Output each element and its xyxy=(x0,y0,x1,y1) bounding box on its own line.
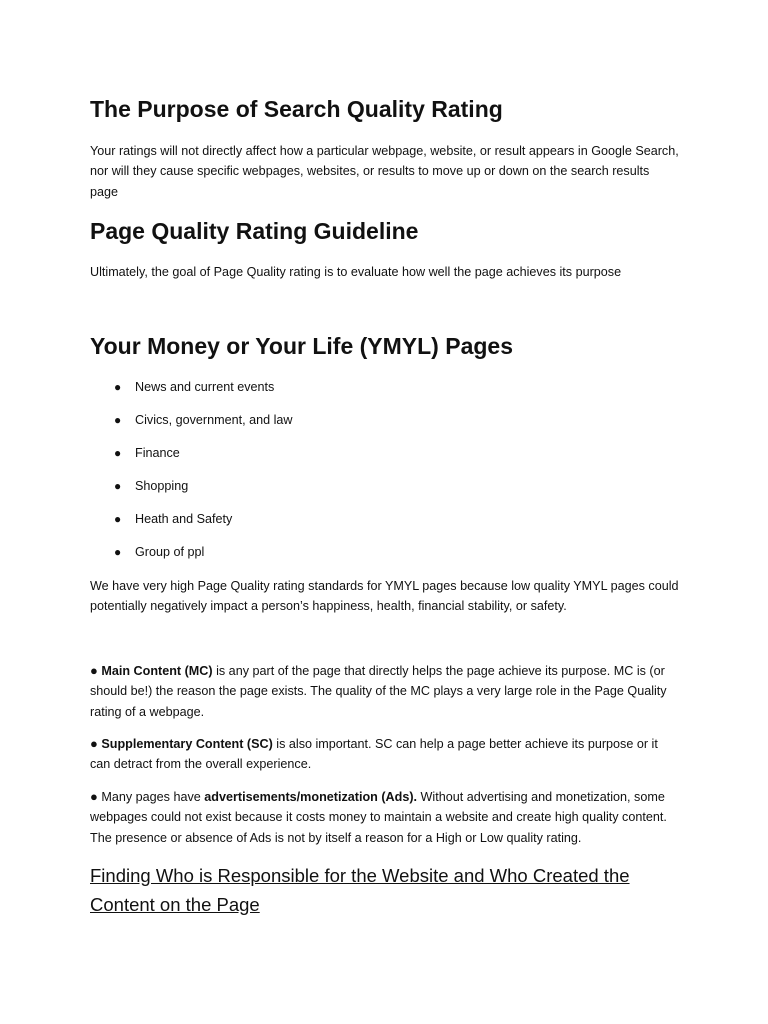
list-item xyxy=(90,542,293,575)
list-item-label: News and current events xyxy=(135,380,275,394)
ads-text: Without advertising and monetization, some webpages could not exist because it costs money to maintain a website and create high quality content. The presence or absence of Ads is not by itself a reason for a High or Low quality rating. xyxy=(90,790,667,845)
main-content-term: Main Content (MC) xyxy=(101,664,213,678)
list-item xyxy=(90,476,293,509)
main-content-text: is any part of the page that directly helps the page achieve its purpose. MC is (or should be!) the reason the page exists. The quality of the MC plays a very large role in the Page Quality rating of a webpage. xyxy=(90,664,667,719)
bullet-icon: ● xyxy=(90,789,98,804)
ymyl-list xyxy=(90,377,293,575)
list-item-label: Finance xyxy=(135,446,180,460)
bullet-icon: ● xyxy=(114,380,122,394)
ads-intro: Many pages have xyxy=(97,790,205,804)
list-item-label: Civics, government, and law xyxy=(135,413,293,427)
page-quality-heading: Page Quality Rating Guideline xyxy=(90,218,419,244)
list-item xyxy=(90,410,293,443)
supplementary-content-text: is also important. SC can help a page better achieve its purpose or it can detract from the overall experience. xyxy=(90,737,658,772)
list-item-label: Shopping xyxy=(135,479,189,493)
bullet-icon: ● xyxy=(114,446,122,460)
ymyl-heading: Your Money or Your Life (YMYL) Pages xyxy=(90,333,513,359)
ads-paragraph xyxy=(90,787,680,848)
purpose-heading: The Purpose of Search Quality Rating xyxy=(90,96,503,122)
bullet-icon: ● xyxy=(90,736,98,751)
bullet-icon: ● xyxy=(114,545,122,559)
list-item-label: Heath and Safety xyxy=(135,512,233,526)
bullet-icon: ● xyxy=(114,512,122,526)
bullet-icon: ● xyxy=(114,413,122,427)
ads-term: advertisements/monetization (Ads). xyxy=(204,790,418,804)
ymyl-paragraph: We have very high Page Quality rating standards for YMYL pages because low quality YMYL pages could potentially negatively impact a person’s happiness, health, financial stability, or safety. xyxy=(90,579,679,614)
bullet-icon: ● xyxy=(90,663,98,678)
list-item xyxy=(90,443,293,476)
list-item xyxy=(90,377,293,410)
supplementary-content-paragraph xyxy=(90,734,680,775)
bullet-icon: ● xyxy=(114,479,122,493)
purpose-paragraph: Your ratings will not directly affect how a particular webpage, website, or result appears in Google Search, nor will they cause specific webpages, websites, or results to move up or down on the search results page xyxy=(90,144,679,199)
page-quality-paragraph: Ultimately, the goal of Page Quality rating is to evaluate how well the page achieves its purpose xyxy=(90,265,622,279)
list-item xyxy=(90,509,293,542)
main-content-paragraph xyxy=(90,661,680,722)
supplementary-content-term: Supplementary Content (SC) xyxy=(101,737,273,751)
finding-responsible-heading: Finding Who is Responsible for the Website and Who Created the Content on the Page xyxy=(90,865,630,915)
list-item-label: Group of ppl xyxy=(135,545,205,559)
